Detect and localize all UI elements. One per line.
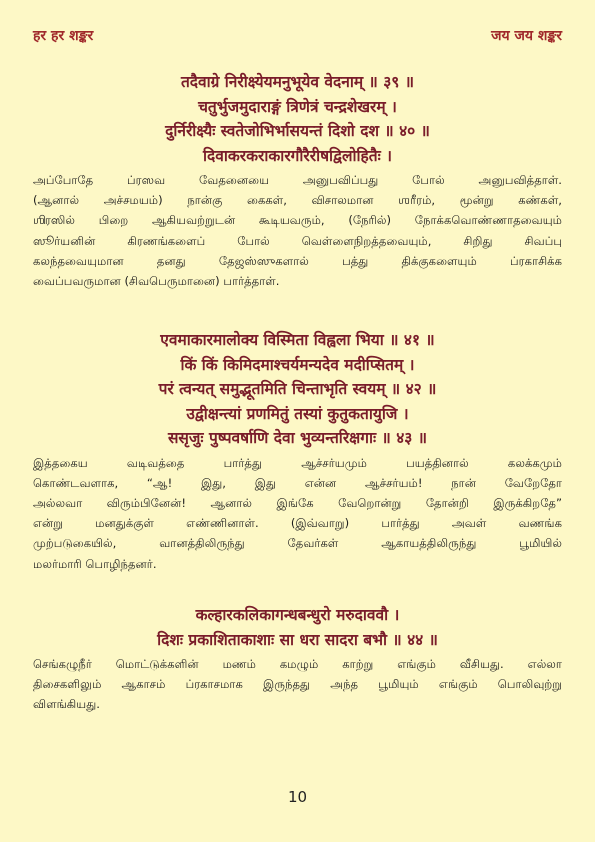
verse-line: दिशः प्रकाशिताकाशाः सा धरा सादरा बभौ ॥ ४४ ॥ bbox=[157, 629, 438, 649]
prose-line: வைப்பவருமான (சிவபெருமானை) பார்த்தாள். bbox=[33, 274, 280, 289]
prose-line: விளங்கியது. bbox=[33, 697, 100, 712]
prose-line: கலந்தவையுமான தனது தேஜஸ்ஸுகளால் பத்து திக்குகளையும் ப்ரகாசிக்க bbox=[33, 253, 562, 268]
page-number: 10 bbox=[287, 788, 308, 806]
verse-line: परं त्वन्यत् समुद्भूतमिति चिन्ताभृति स्वयम् ॥ ४२ ॥ bbox=[158, 379, 437, 398]
verse-line: चतुर्भुजमुदाराङ्गं त्रिणेत्रं चन्द्रशेखरम् । bbox=[198, 96, 397, 116]
sanskrit-verse-block bbox=[33, 328, 562, 451]
sanskrit-verse-block bbox=[33, 603, 562, 652]
prose-line: என்று மனதுக்குள் எண்ணினாள். (இவ்வாறு) பார்த்து அவள் வணங்க bbox=[33, 516, 562, 531]
prose-line: மலர்மாரி பொழிந்தனர். bbox=[33, 556, 157, 571]
verse-line: दिवाकरकराकारगौरैरीषद्विलोहितैः । bbox=[203, 145, 392, 165]
section-1 bbox=[33, 70, 562, 291]
header-right: जय जय शङ्कर bbox=[491, 28, 562, 44]
verse-line: उद्वीक्षन्त्यां प्रणमितुं तस्यां कुतुकतायुजि । bbox=[186, 403, 409, 423]
section-2 bbox=[33, 328, 562, 574]
verse-line: ससृजुः पुष्पवर्षाणि देवा भुव्यन्तरिक्षगाः ॥ ४३ ॥ bbox=[167, 428, 428, 447]
sanskrit-verse-block bbox=[33, 70, 562, 168]
verse-line: तदैवाग्रे निरीक्ष्येयमनुभूयेव वेदनाम् ॥ ३९ ॥ bbox=[180, 72, 415, 91]
prose-line: ஶிரஸில் பிறை ஆகியவற்றுடன் கூடியவரும், (நேரில்) நோக்கவொண்ணாதவையும் bbox=[33, 213, 562, 228]
prose-line: இத்தகைய வடிவத்தை பார்த்து ஆச்சர்யமும் பயத்தினால் கலக்கமும் bbox=[33, 455, 562, 470]
prose-line: முற்படுகையில், வானத்திலிருந்து தேவர்கள் ஆகாயத்திலிருந்து பூமியில் bbox=[33, 536, 562, 551]
prose-line: திசைகளிலும் ஆகாசம் ப்ரகாசமாக இருந்தது அந்த பூமியும் எங்கும் பொலிவுற்று bbox=[33, 677, 562, 692]
section-3 bbox=[33, 603, 562, 715]
verse-line: एवमाकारमालोक्य विस्मिता विह्वला भिया ॥ ४१ ॥ bbox=[160, 330, 435, 349]
running-header bbox=[33, 26, 562, 45]
prose-line: (ஆனால் அச்சமயம்) நான்கு கைகள், விசாலமான ஶரீரம், மூன்று கண்கள், bbox=[33, 193, 562, 208]
prose-line: கொண்டவளாக, “ஆ! இது, இது என்ன ஆச்சர்யம்! நான் வேறேதோ bbox=[33, 475, 562, 490]
tamil-translation bbox=[33, 654, 562, 715]
verse-line: दुर्निरीक्ष्यैः स्वतेजोभिर्भासयन्तं दिशो दश ॥ ४० ॥ bbox=[165, 121, 430, 140]
verse-line: किं किं किमिदमाश्चर्यमन्यदेव मदीप्सितम् । bbox=[180, 354, 415, 374]
prose-line: அப்போதே ப்ரஸவ வேதனையை அனுபவிப்பது போல் அனுபவித்தாள். bbox=[33, 173, 562, 187]
tamil-translation bbox=[33, 453, 562, 574]
header-left: हर हर शङ्कर bbox=[33, 28, 94, 44]
tamil-translation bbox=[33, 170, 562, 291]
prose-line: அல்லவா விரும்பினேன்! ஆனால் இங்கே வேறொன்று தோன்றி இருக்கிறதே” bbox=[33, 495, 562, 510]
verse-line: कल्हारकलिकागन्धबन्धुरो मरुदाववौ । bbox=[195, 605, 400, 624]
prose-line: செங்கழுநீர் மொட்டுக்களின் மணம் கமழும் காற்று எங்கும் வீசியது. எல்லா bbox=[33, 657, 562, 671]
prose-line: ஸூர்யனின் கிரணங்களைப் போல் வெள்ளைநிறத்தவையும், சிறிது சிவப்பு bbox=[33, 233, 562, 248]
